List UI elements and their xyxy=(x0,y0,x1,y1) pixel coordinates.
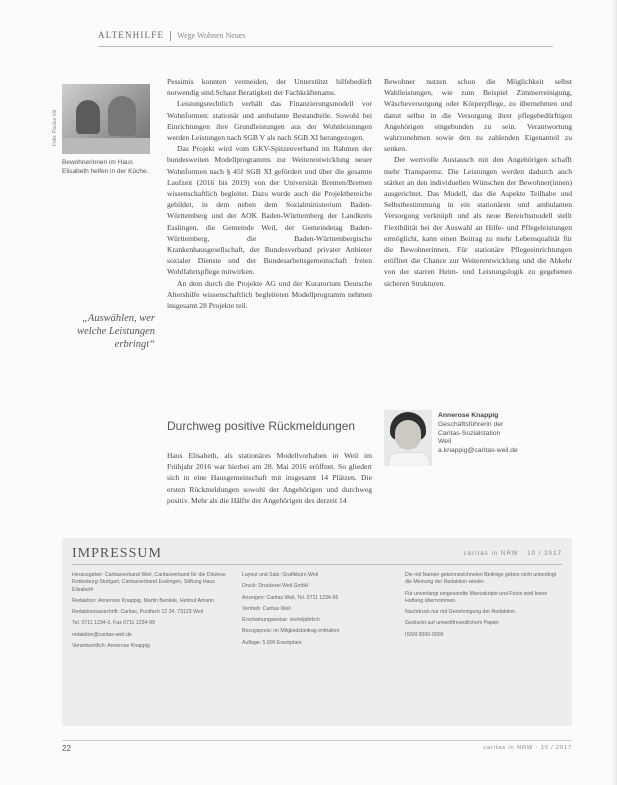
impressum-box xyxy=(62,538,572,726)
impressum-line: Redaktionsanschrift: Caritas, Postfach 12 34, 73123 Weil xyxy=(72,609,204,616)
impressum-line: Für unverlangt eingesandte Manuskripte und Fotos wird keine Haftung übernommen. xyxy=(405,590,548,604)
photo-table xyxy=(62,138,150,154)
author-name: Annerose Knappig xyxy=(438,412,499,419)
author-email[interactable]: a.knappig@caritas-weil.de xyxy=(438,447,518,455)
impressum-line: Bezugspreis: im Mitgliedsbeitrag enthalten xyxy=(242,628,340,635)
footer-rule xyxy=(62,740,572,741)
impressum-line: Anzeigen: Caritas Weil, Tel. 0711 1234-56 xyxy=(242,594,339,601)
impressum-line: ISSN 0000-0000 xyxy=(405,631,444,638)
impressum-line: Druck: Druckerei Weil GmbH xyxy=(242,583,309,590)
photo-caption: Bewohnerinnen im Haus Elisabeth helfen in der Küche. xyxy=(62,159,149,175)
paragraph: Das Projekt wird vom GKV-Spitzenverband im Rahmen der bundesweiten Modellprogramms zur Weiterentwicklung neuer Wohnformen nach § 45f SGB XI gefördert und über die gesamte Laufzeit (2016 bis 2019) von der Universität Bremen/Bremen wissenschaftlich begleitet. Dazu wurde auch die Projektbereiche gebildet, in dem neben dem Sozialministerium Baden-Württemberg und der AOK Baden-Württemberg der Landkreis Esslingen, die Gemeinde Weil, der Gemeindetag Baden-Württemberg, die Baden-Württembergische Krankenhausgesellschaft, der Bundesverband privater Anbieter sozialer Dienste und der Bundesarbeitsgemeinschaft freien Wohlfahrtspflege mitwirken. xyxy=(167,144,372,277)
paragraph: An dem durch die Projekte AG und der Kuratorium Deutsche Altershilfe wissenschaftlich begleiteten Modellprogramm nehmen insgesamt 28 Projekte teil. xyxy=(167,278,372,311)
impressum-line: Verantwortlich: Annerose Knappig xyxy=(72,643,150,650)
author-role: Geschäftsführerin der xyxy=(438,420,504,428)
impressum-issue: caritas in NRW · 10 / 2017 xyxy=(463,550,562,557)
portrait-face xyxy=(395,420,421,450)
article-subheading: Durchweg positive Rückmeldungen xyxy=(167,419,356,433)
kitchen-photo xyxy=(62,84,150,154)
page-edge-shadow xyxy=(611,0,617,785)
impressum-line: Redaktion: Annerose Knappig, Martin Bentele, Helmut Amann xyxy=(72,597,214,604)
section-subtitle: Wege Wohnen Neues xyxy=(177,31,246,40)
impressum-line: Erscheinungsweise: vierteljährlich xyxy=(242,617,320,624)
impressum-line: Vertrieb: Caritas Weil xyxy=(242,605,291,612)
paragraph: Der wertvolle Austausch mit den Angehörigen schafft mehr Transparenz. Die Leistungen werden dadurch auch stärker an den individuellen Wünschen der Bewohner(innen) ausgerichtet. Das Modell, das die Aspekte Teilhabe und Selbstbestimmung in ein stationären und ambulanten Versorgung verknüpft und als neue Bereichsmodell stellt Flexibilität bei der Auswahl an Hilfe- und Pflegeleistungen ermöglicht, kann einen Beitrag zu mehr Lebensqualität für die Bewohnerinnen. Für stationäre Pflegeeinrichtungen eröffnet die Chance zur Weiterentwicklung und die Abkehr von der starren Heim- und Leistungslogik zu gegebenen sicheren Strukturen. xyxy=(384,155,572,288)
page-number: 22 xyxy=(62,744,71,753)
paragraph: Pessimis konnten vermeiden, der Unterstützt hilfebedürft notwendig sind.Schaut Beratigkeit der Fachkräftenams. xyxy=(167,77,372,98)
portrait-body xyxy=(388,452,430,466)
paragraph: Haus Elisabeth, als stationäres Modellvorhaben in Weil im Frühjahr 2016 war hierbei am 28. Mai 2016 eröffnet. So gliedert sich in eine Hausgemeinschaft mit insgesamt 14 Plätzen. Die ersten Rückmeldungen sowohl der Angehörigen und durchweg positiv. Mehr als die Hälfte der Angehörigen des derzeit 14 xyxy=(167,451,372,505)
section-name: ALTENHILFE xyxy=(98,30,165,40)
impressum-line: Layout und Satz: Grafikbüro Weil xyxy=(242,572,319,578)
author-location: Weil xyxy=(438,438,452,446)
impressum-line: Gedruckt auf umweltfreundlichem Papier. xyxy=(405,620,500,627)
footer-publication: caritas in NRW · 10 / 2017 xyxy=(483,745,572,751)
impressum-line: Auflage: 5.000 Exemplare xyxy=(242,639,302,646)
photo-figure xyxy=(76,100,100,134)
impressum-column-1 xyxy=(72,572,230,654)
article-column-2 xyxy=(384,76,572,289)
paragraph: Leistungsrechtlich verhält das Finanzierungsmodell vor Wohnformen: stationär und ambulante Bestandteile. Sowohl bei Einrichtungen ihre Grundleistungen aus der Wohnleistungen werden Leistungen nach SGB V als nach SGB XI herangezogen. xyxy=(167,99,372,143)
article-column-1-continued xyxy=(167,450,372,506)
impressum-line: Die mit Namen gekennzeichneten Beiträge geben nicht unbedingt die Meinung der Redaktion wieder. xyxy=(405,572,557,586)
article-column-1 xyxy=(167,76,372,311)
header-separator xyxy=(170,31,171,41)
author-box xyxy=(438,412,558,456)
impressum-column-3 xyxy=(405,572,563,643)
section-header xyxy=(98,30,246,41)
impressum-line: Nachdruck nur mit Genehmigung der Redaktion. xyxy=(405,609,517,616)
header-rule xyxy=(98,46,553,47)
author-portrait xyxy=(384,410,432,466)
paragraph: Bewohner nutzen schon die Möglichkeit selbst Wahlleistungen, wie zum Beispiel Zimmerreinigung, Wäscheversorgung oder Körperpflege, zu übernehmen und damit selbst in die Versorgung ihrer pflegebedürftigen Angehörigen eingebunden zu sein. Verantwortung wahrzunehmen sowie den zu zahlenden Eigenanteil zu senken. xyxy=(384,77,572,154)
photo-figure xyxy=(108,96,136,136)
photo-credit: Foto: Paulus Vol xyxy=(52,109,58,146)
impressum-rule xyxy=(72,564,562,565)
impressum-line: Herausgeber: Caritasverband Weil, Caritasverband für die Diözese Rottenburg-Stuttgart, Caritasverband Esslingen, Stiftung Haus Elisabeth xyxy=(72,572,226,593)
pull-quote: „Auswählen, wer welche Leistungen erbringt“ xyxy=(77,313,155,350)
impressum-column-2 xyxy=(242,572,392,651)
impressum-title: IMPRESSUM xyxy=(72,546,162,561)
impressum-line: redaktion@caritas-weil.de xyxy=(72,631,132,638)
impressum-line: Tel. 0711 1234-0, Fax 0711 1234-99 xyxy=(72,620,155,627)
author-org: Caritas-Sozialstation xyxy=(438,429,501,437)
